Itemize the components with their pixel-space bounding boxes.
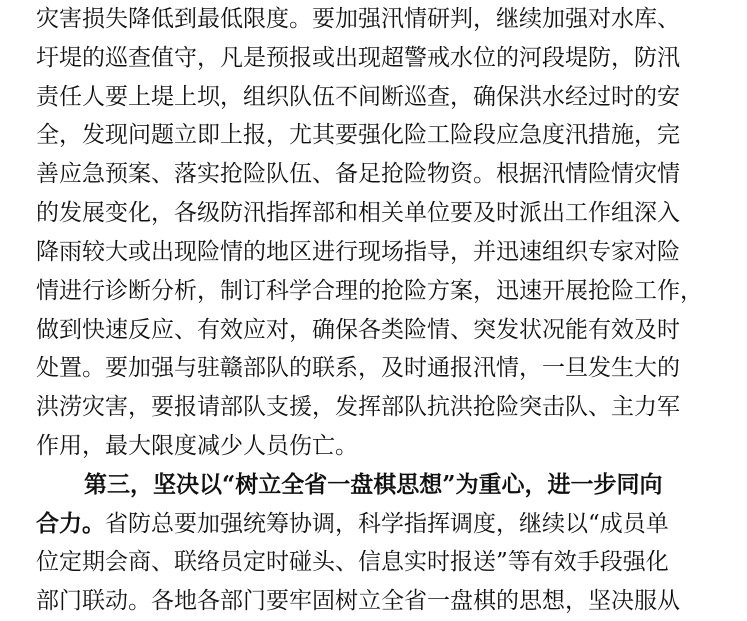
paragraph-line: 洪涝灾害，要报请部队支援，发挥部队抗洪抢险突击队、主力军 bbox=[36, 394, 680, 420]
paragraph-text: 省防总要加强统筹协调，科学指挥调度，继续以“成员单 bbox=[105, 511, 669, 537]
paragraph-line: 责任人要上堤上坝，组织队伍不间断巡查，确保洪水经过时的安 bbox=[36, 84, 680, 110]
paragraph-line: 位定期会商、联络员定时碰头、信息实时报送”等有效手段强化 bbox=[36, 549, 669, 575]
section-heading-continuation: 合力。 bbox=[36, 510, 105, 537]
paragraph-line: 情进行诊断分析，制订科学合理的抢险方案，迅速开展抢险工作， bbox=[36, 278, 703, 304]
paragraph-line: 的发展变化，各级防汛指挥部和相关单位要及时派出工作组深入 bbox=[36, 200, 680, 226]
paragraph-line: 降雨较大或出现险情的地区进行现场指导，并迅速组织专家对险 bbox=[36, 239, 680, 265]
paragraph-line: 圩堤的巡查值守，凡是预报或出现超警戒水位的河段堤防，防汛 bbox=[36, 45, 680, 71]
paragraph-line: 作用，最大限度减少人员伤亡。 bbox=[36, 433, 358, 459]
section-heading: 第三，坚决以“树立全省一盘棋思想”为重心，进一步同向 bbox=[84, 471, 663, 498]
paragraph-line: 处置。要加强与驻赣部队的联系，及时通报汛情，一旦发生大的 bbox=[36, 355, 680, 381]
paragraph-line: 做到快速反应、有效应对，确保各类险情、突发状况能有效及时 bbox=[36, 317, 680, 343]
paragraph-line: 灾害损失降低到最低限度。要加强汛情研判，继续加强对水库、 bbox=[36, 6, 680, 32]
paragraph-line-mixed bbox=[36, 505, 669, 543]
paragraph-line: 善应急预案、落实抢险队伍、备足抢险物资。根据汛情险情灾情 bbox=[36, 161, 680, 187]
paragraph-line: 部门联动。各地各部门要牢固树立全省一盘棋的思想，坚决服从 bbox=[36, 588, 680, 614]
paragraph-line: 全，发现问题立即上报，尤其要强化险工险段应急度汛措施，完 bbox=[36, 122, 680, 148]
